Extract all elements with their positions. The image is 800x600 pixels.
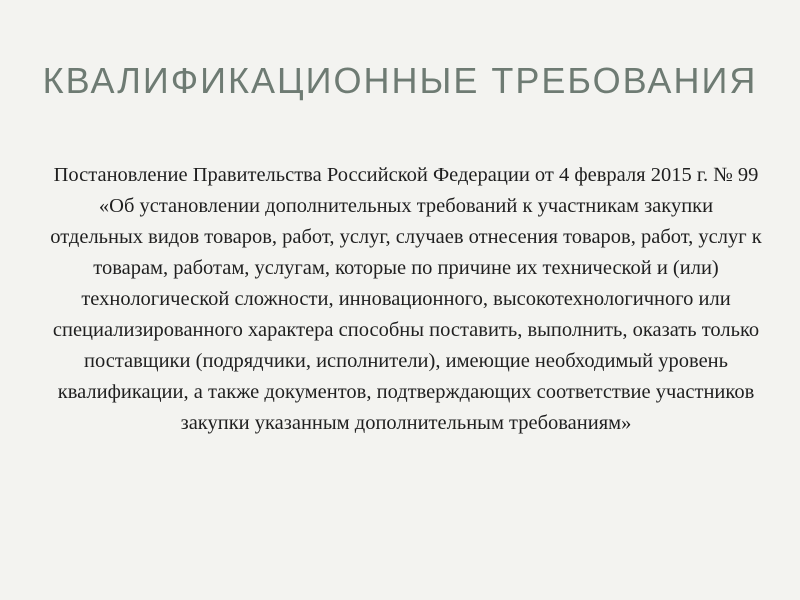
slide-title: КВАЛИФИКАЦИОННЫЕ ТРЕБОВАНИЯ [42, 60, 758, 101]
slide-body-text: Постановление Правительства Российской Федерации от 4 февраля 2015 г. № 99 «Об установлении дополнительных требований к участникам закупки отдельных видов товаров, работ, услуг, случаев отнесения товаров, работ, услуг к товарам, работам, услугам, которые по причине их технической и (или) технологической сложности, инновационного, высокотехнологичного или специализированного характера способны поставить, выполнить, оказать только поставщики (подрядчики, исполнители), имеющие необходимый уровень квалификации, а также документов, подтверждающих соответствие участников закупки указанным дополнительным требованиям» [50, 164, 762, 434]
